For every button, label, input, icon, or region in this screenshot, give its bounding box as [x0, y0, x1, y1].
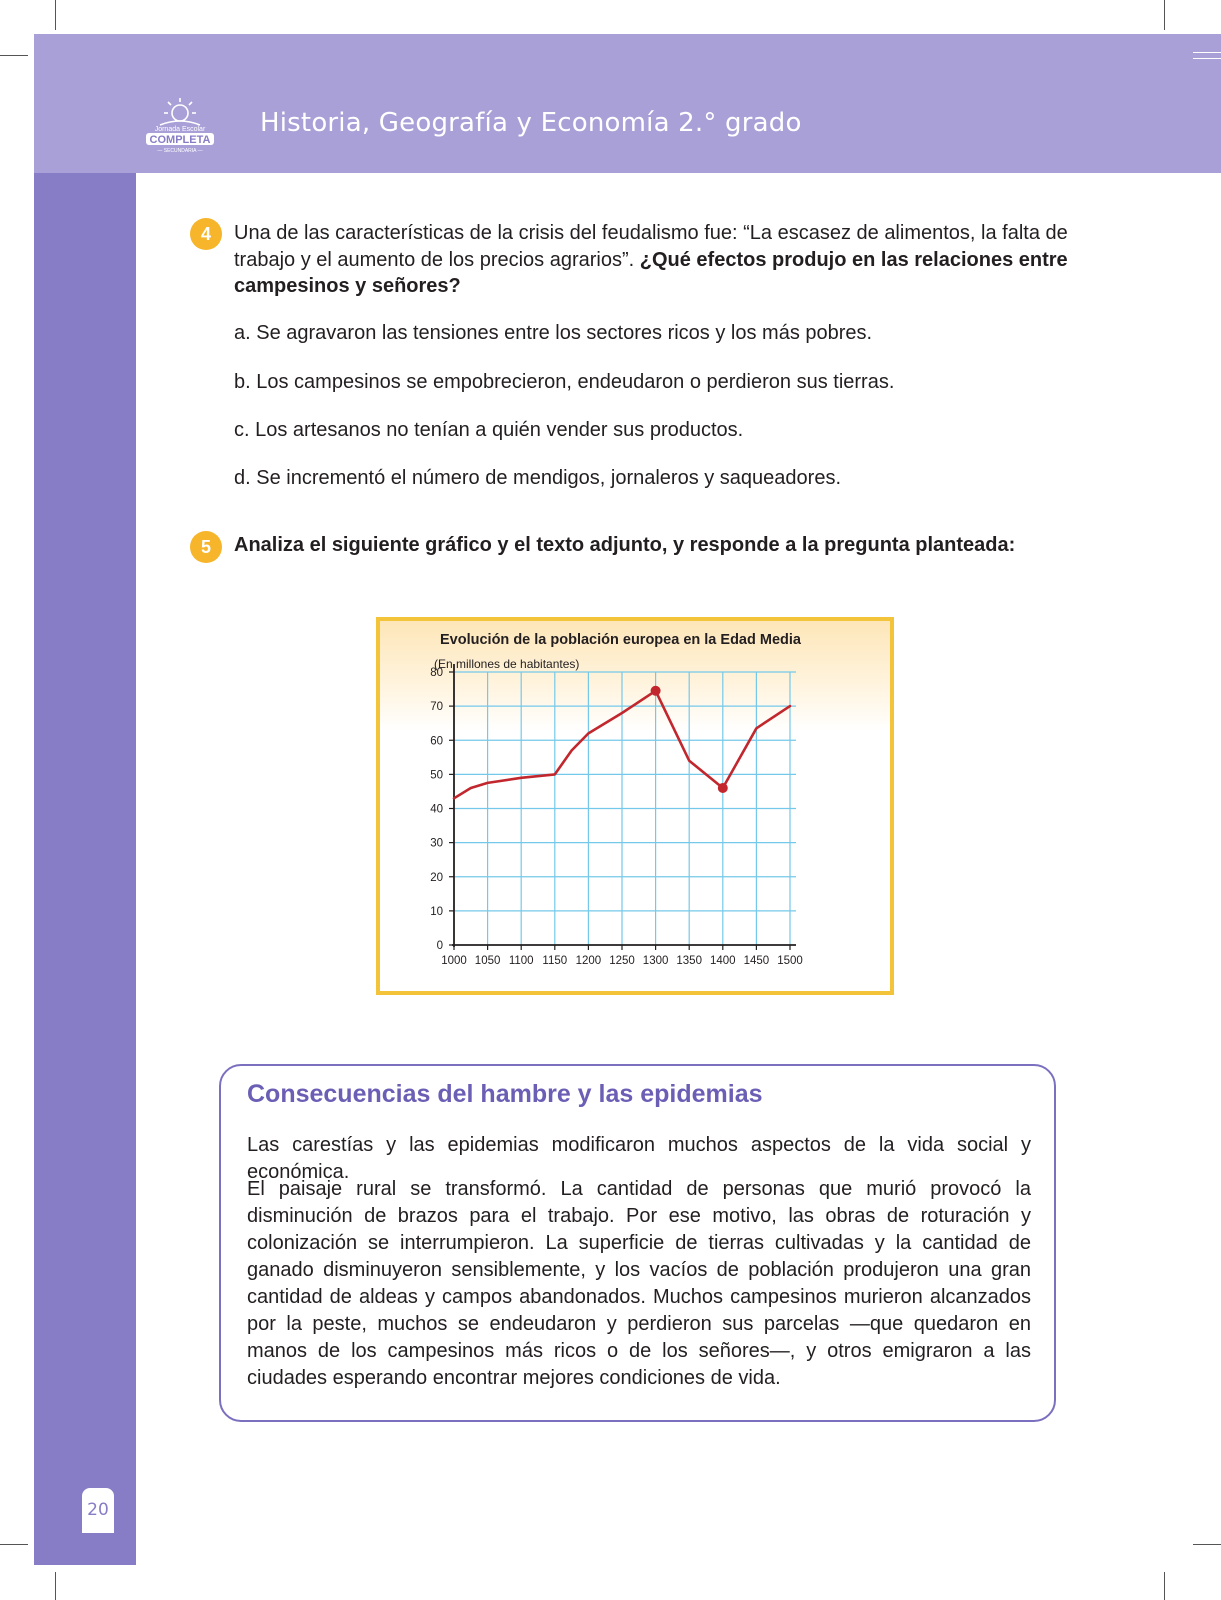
svg-text:— SECUNDARIA —: — SECUNDARIA — [157, 148, 203, 154]
crop-mark [1164, 1572, 1165, 1600]
question-number-badge: 4 [190, 218, 222, 250]
x-tick-label: 1400 [710, 955, 736, 967]
x-tick-label: 1350 [676, 955, 702, 967]
chart-subtitle: (En millones de habitantes) [434, 657, 580, 671]
page-number: 20 [87, 1500, 109, 1520]
x-tick-label: 1050 [474, 955, 501, 967]
crop-mark [55, 0, 56, 30]
question-4-statement: Una de las características de la crisis del feudalismo fue: “La escasez de alimentos, la falta de trabajo y el aumento de los precios agrarios”. [234, 222, 1068, 271]
logo-icon [140, 95, 220, 157]
crop-mark [55, 1572, 56, 1600]
y-tick-label: 40 [430, 803, 443, 816]
option-a: a. Se agravaron las tensiones entre los sectores ricos y los más pobres. [234, 322, 873, 344]
x-tick-label: 1200 [575, 955, 602, 967]
chart-svg [380, 621, 890, 991]
x-tick-label: 1450 [743, 955, 770, 967]
x-tick-label: 1250 [609, 955, 635, 967]
info-paragraph-2: El paisaje rural se transformó. La cantidad de personas que murió provocó la disminución de brazos para el trabajo. Por ese motivo, las obras de roturación y colonización se interrumpieron. La superficie de tierras cultivadas y la cantidad de ganado disminuyeron sensiblemente, y los vacíos de población produjeron una gran cantidad de aldeas y campos abandonados. Muchos campesinos murieron alcanzados por la peste, muchos se endeudaron y perdieron sus parcelas —que quedaron en manos de los campesinos más ricos o de los señores—, y otros emigraron a las ciudades esperando encontrar mejores condiciones de vida. [247, 1178, 1031, 1389]
x-tick-label: 1300 [642, 955, 669, 967]
question-4-prompt: ¿Qué efectos produjo en las relaciones entre campesinos y señores? [234, 248, 1068, 297]
chart-title: Evolución de la población europea en la Edad Media [440, 632, 801, 648]
sidebar-band [34, 173, 136, 1565]
y-tick-label: 60 [430, 735, 443, 748]
crop-mark [1193, 1544, 1221, 1545]
option-d: d. Se incrementó el número de mendigos, jornaleros y saqueadores. [234, 467, 842, 489]
y-tick-label: 10 [430, 905, 443, 918]
x-tick-label: 1500 [777, 955, 803, 967]
crop-mark [0, 1544, 28, 1545]
x-tick-label: 1000 [441, 955, 467, 967]
svg-text:Jornada Escolar: Jornada Escolar [154, 126, 206, 133]
crop-mark [1193, 58, 1221, 59]
question-number-badge: 5 [190, 531, 222, 563]
y-tick-label: 80 [430, 667, 443, 679]
option-b: b. Los campesinos se empobrecieron, endeudaron o perdieron sus tierras. [234, 371, 895, 393]
population-chart [376, 617, 894, 995]
y-tick-label: 70 [430, 701, 443, 714]
question-4-text [234, 220, 1094, 300]
crop-mark [1164, 0, 1165, 30]
x-tick-label: 1150 [542, 955, 568, 967]
info-box [219, 1064, 1056, 1422]
question-5-text: Analiza el siguiente gráfico y el texto adjunto, y responde a la pregunta planteada: [234, 534, 1016, 556]
info-title: Consecuencias del hambre y las epidemias [247, 1080, 763, 1108]
svg-text:COMPLETA: COMPLETA [149, 134, 211, 146]
y-tick-label: 30 [430, 837, 443, 850]
y-tick-label: 20 [430, 871, 443, 884]
info-paragraph-1: Las carestías y las epidemias modificaron muchos aspectos de la vida social y económica. [247, 1134, 1031, 1183]
y-tick-label: 0 [436, 940, 443, 952]
crop-mark [0, 55, 28, 56]
y-tick-label: 50 [430, 769, 443, 782]
crop-mark [1193, 52, 1221, 53]
option-c: c. Los artesanos no tenían a quién vender sus productos. [234, 419, 744, 441]
x-tick-label: 1100 [508, 955, 534, 967]
data-point [651, 686, 661, 696]
page-title: Historia, Geografía y Economía 2.° grado [260, 108, 802, 138]
data-point [718, 783, 728, 793]
